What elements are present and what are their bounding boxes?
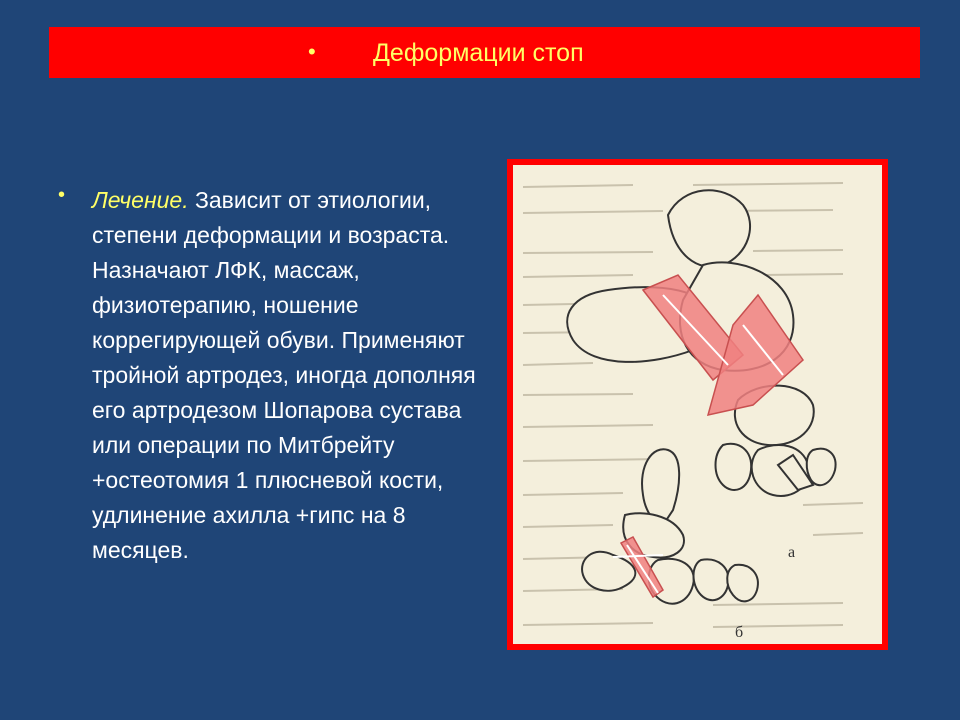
figure-label-b: б [735, 624, 744, 641]
treatment-paragraph [92, 183, 482, 568]
slide-title: Деформации стоп [373, 39, 584, 67]
title-bar [49, 27, 920, 78]
body-bullet: • [58, 184, 66, 206]
treatment-text: Зависит от этиологии, степени деформации и возраста. Назначают ЛФК, массаж, физиотерапию, ношение коррегирующей обуви. Применяют тройной артродез, иногда дополняя его артродезом Шопарова сустава или операции по Митбрейту +остеотомия 1 плюсневой кости, удлинение ахилла +гипс на 8 месяцев. [92, 187, 476, 563]
foot-bones-illustration [507, 159, 888, 650]
foot-bones-drawing [513, 165, 882, 644]
title-bullet: • [308, 39, 316, 64]
figure-label-a: а [788, 544, 796, 561]
treatment-lead: Лечение. [92, 187, 189, 213]
